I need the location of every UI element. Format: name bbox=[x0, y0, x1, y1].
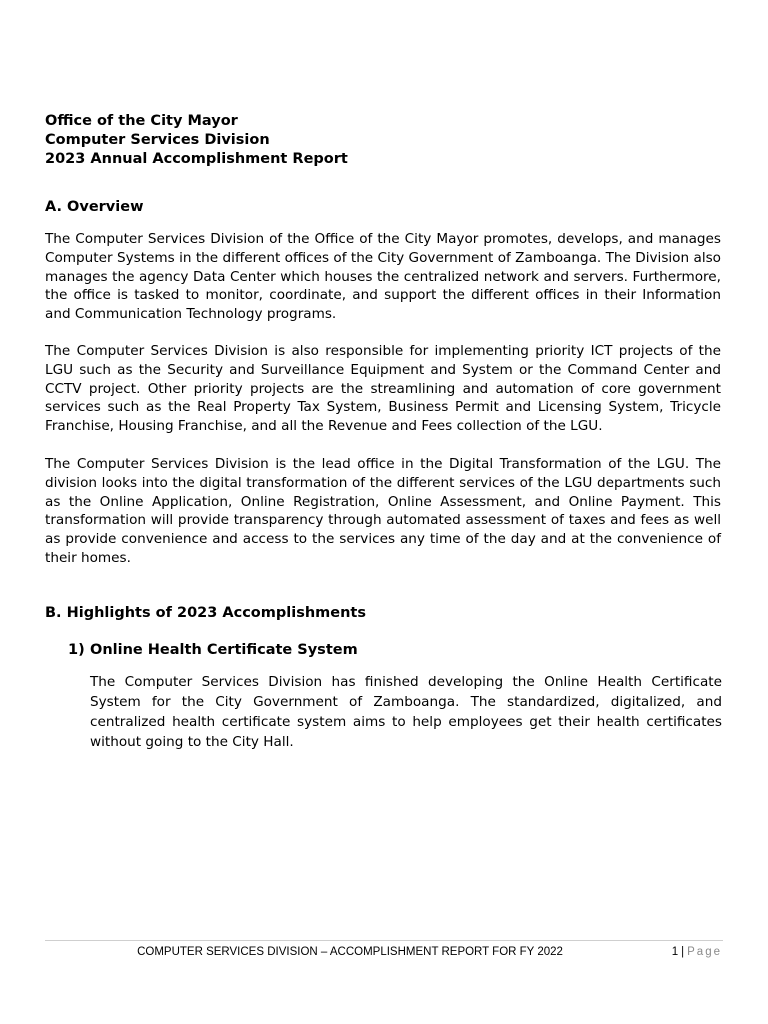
overview-paragraph-1: The Computer Services Division of the Office of the City Mayor promotes, develops, and manages Computer Systems in the different offices of the City Government of Zamboanga. The Division also manages the agency Data Center which houses the centralized network and servers. Furthermore, the office is tasked to monitor, coordinate, and support the different offices in their Information and Communication Technology programs. bbox=[45, 231, 721, 323]
overview-paragraph-2: The Computer Services Division is also responsible for implementing priority ICT projects of the LGU such as the Security and Surveillance Equipment and System or the Command Center and CCTV project. Other priority projects are the streamlining and automation of core government services such as the Real Property Tax System, Business Permit and Licensing System, Tricycle Franchise, Housing Franchise, and all the Revenue and Fees collection of the LGU. bbox=[45, 343, 721, 435]
overview-paragraph-3: The Computer Services Division is the lead office in the Digital Transformation of the LGU. The division looks into the digital transformation of the different services of the LGU departments such as the Online Application, Online Registration, Online Assessment, and Online Payment. This transformation will provide transparency through automated assessment of taxes and fees as well as provide convenience and access to the services any time of the day and at the convenience of their homes. bbox=[45, 456, 721, 566]
highlight-item-number: 1) bbox=[68, 642, 85, 658]
page-number-separator: | bbox=[681, 946, 685, 958]
page-label: Page bbox=[687, 946, 722, 958]
report-title: 2023 Annual Accomplishment Report bbox=[45, 151, 348, 167]
report-header bbox=[45, 112, 725, 169]
footer-text: COMPUTER SERVICES DIVISION – ACCOMPLISHMENT REPORT FOR FY 2022 bbox=[137, 946, 563, 958]
footer-divider bbox=[45, 940, 723, 941]
highlight-item-title-text: Online Health Certificate System bbox=[90, 642, 358, 658]
page-number-value: 1 bbox=[671, 946, 679, 958]
overview-heading: A. Overview bbox=[45, 199, 144, 215]
highlight-item-body: The Computer Services Division has finished developing the Online Health Certificate System for the City Government of Zamboanga. The standardized, digitalized, and centralized health certificate system aims to help employees get their health certificates without going to the City Hall. bbox=[90, 674, 722, 750]
office-name: Office of the City Mayor bbox=[45, 113, 238, 129]
highlights-heading: B. Highlights of 2023 Accomplishments bbox=[45, 605, 366, 621]
page-number bbox=[672, 945, 722, 959]
highlight-item-title bbox=[68, 641, 358, 660]
division-name: Computer Services Division bbox=[45, 132, 270, 148]
